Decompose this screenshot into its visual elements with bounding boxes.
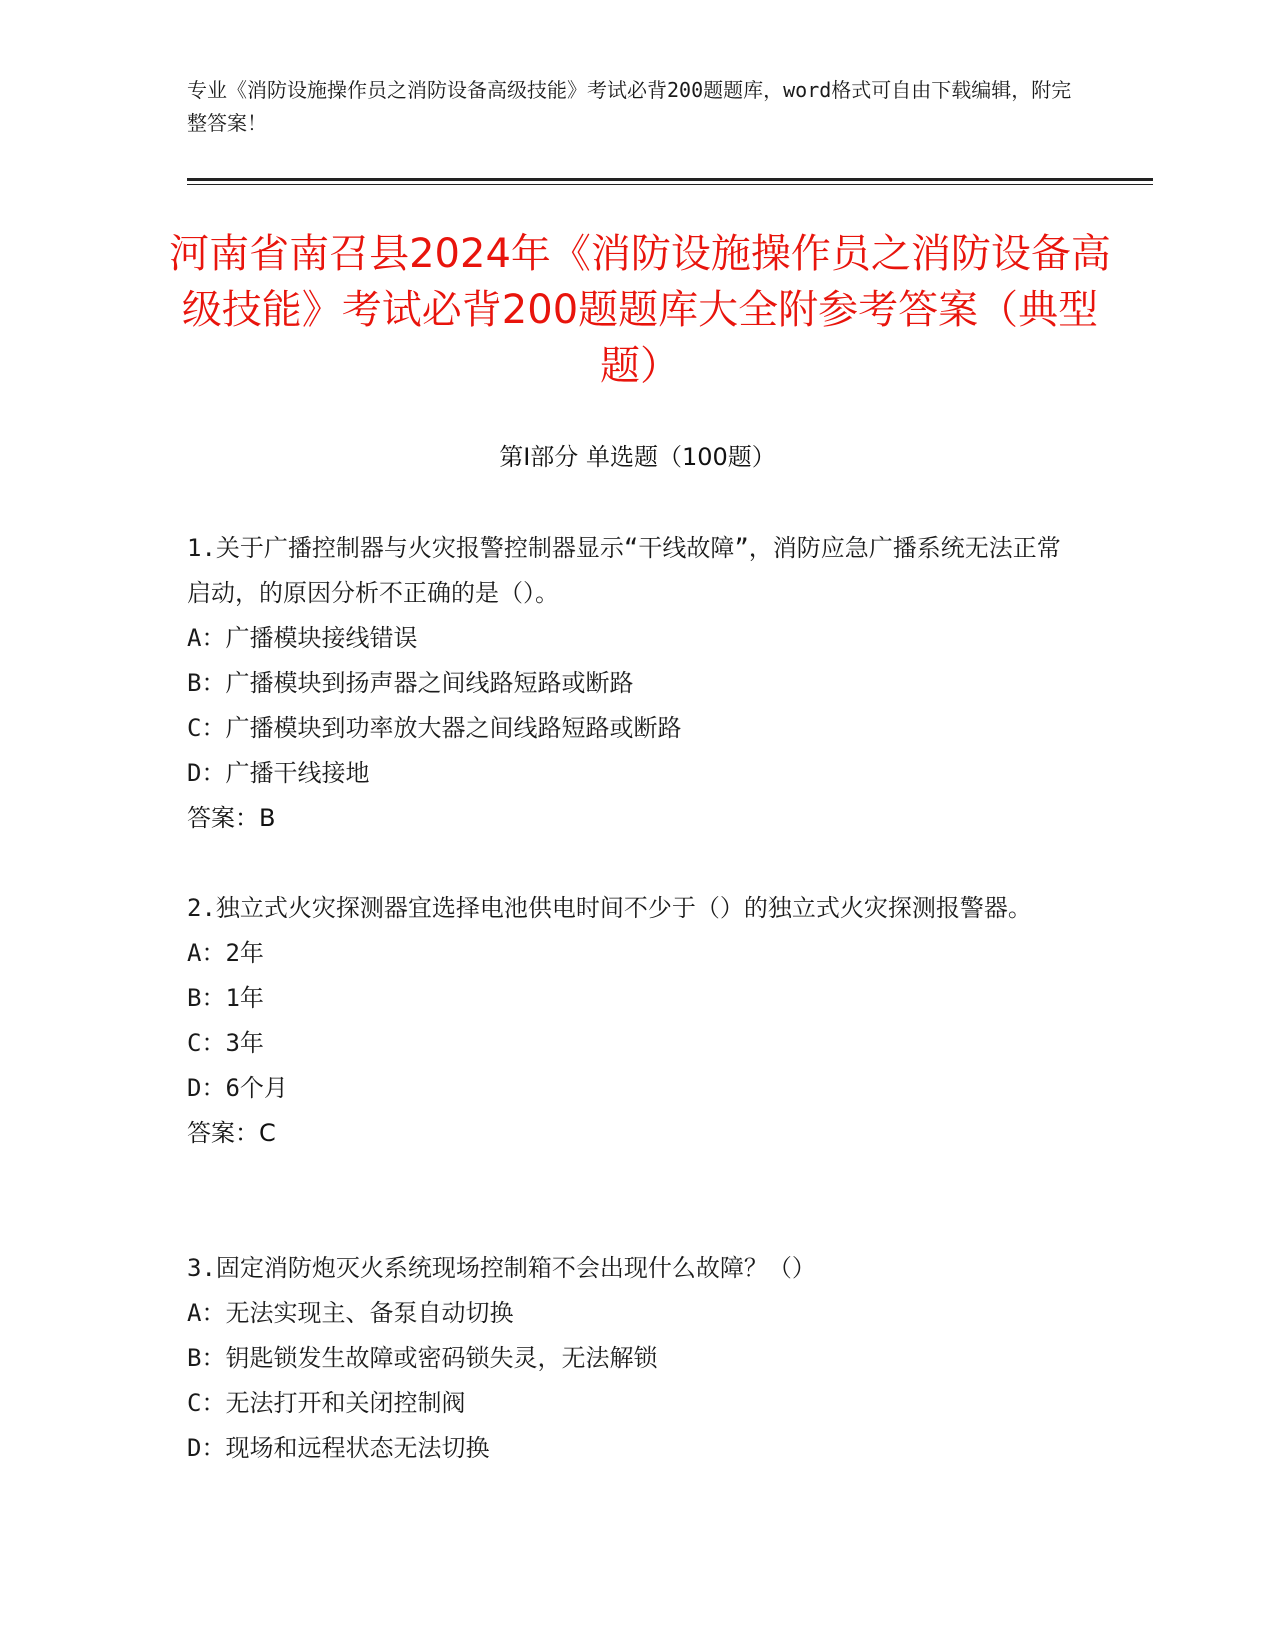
answer-line: 答案：B [187,804,276,832]
question-item [187,526,1067,841]
option-d: D：6个月 [187,1074,288,1102]
answer-line: 答案：C [187,1119,276,1147]
option-a: A：广播模块接线错误 [187,624,418,652]
option-d: D：现场和远程状态无法切换 [187,1434,490,1462]
option-c: C：无法打开和关闭控制阀 [187,1389,466,1417]
header-divider-thick [187,178,1153,181]
question-item [187,886,1067,1156]
question-item [187,1246,1067,1471]
option-a: A：无法实现主、备泵自动切换 [187,1299,514,1327]
option-d: D：广播干线接地 [187,759,370,787]
option-b: B：1年 [187,984,264,1012]
option-a: A：2年 [187,939,264,967]
option-b: B：广播模块到扬声器之间线路短路或断路 [187,669,634,697]
question-stem: 3.固定消防炮灭火系统现场控制箱不会出现什么故障？（） [187,1254,816,1282]
option-c: C：广播模块到功率放大器之间线路短路或断路 [187,714,682,742]
document-title: 河南省南召县2024年《消防设施操作员之消防设备高级技能》考试必背200题题库大全附参考答案（典型题） [169,231,1111,389]
option-c: C：3年 [187,1029,264,1057]
question-stem: 2.独立式火灾探测器宜选择电池供电时间不少于（）的独立式火灾探测报警器。 [187,894,1032,922]
question-stem: 1.关于广播控制器与火灾报警控制器显示“干线故障”，消防应急广播系统无法正常启动，的原因分析不正确的是（）。 [187,534,1061,607]
header-divider-thin [187,184,1153,185]
section-heading: 第Ⅰ部分 单选题（100题） [499,443,776,471]
header-note: 专业《消防设施操作员之消防设备高级技能》考试必背200题题库，word格式可自由下载编辑，附完整答案！ [187,78,1072,135]
option-b: B：钥匙锁发生故障或密码锁失灵，无法解锁 [187,1344,658,1372]
